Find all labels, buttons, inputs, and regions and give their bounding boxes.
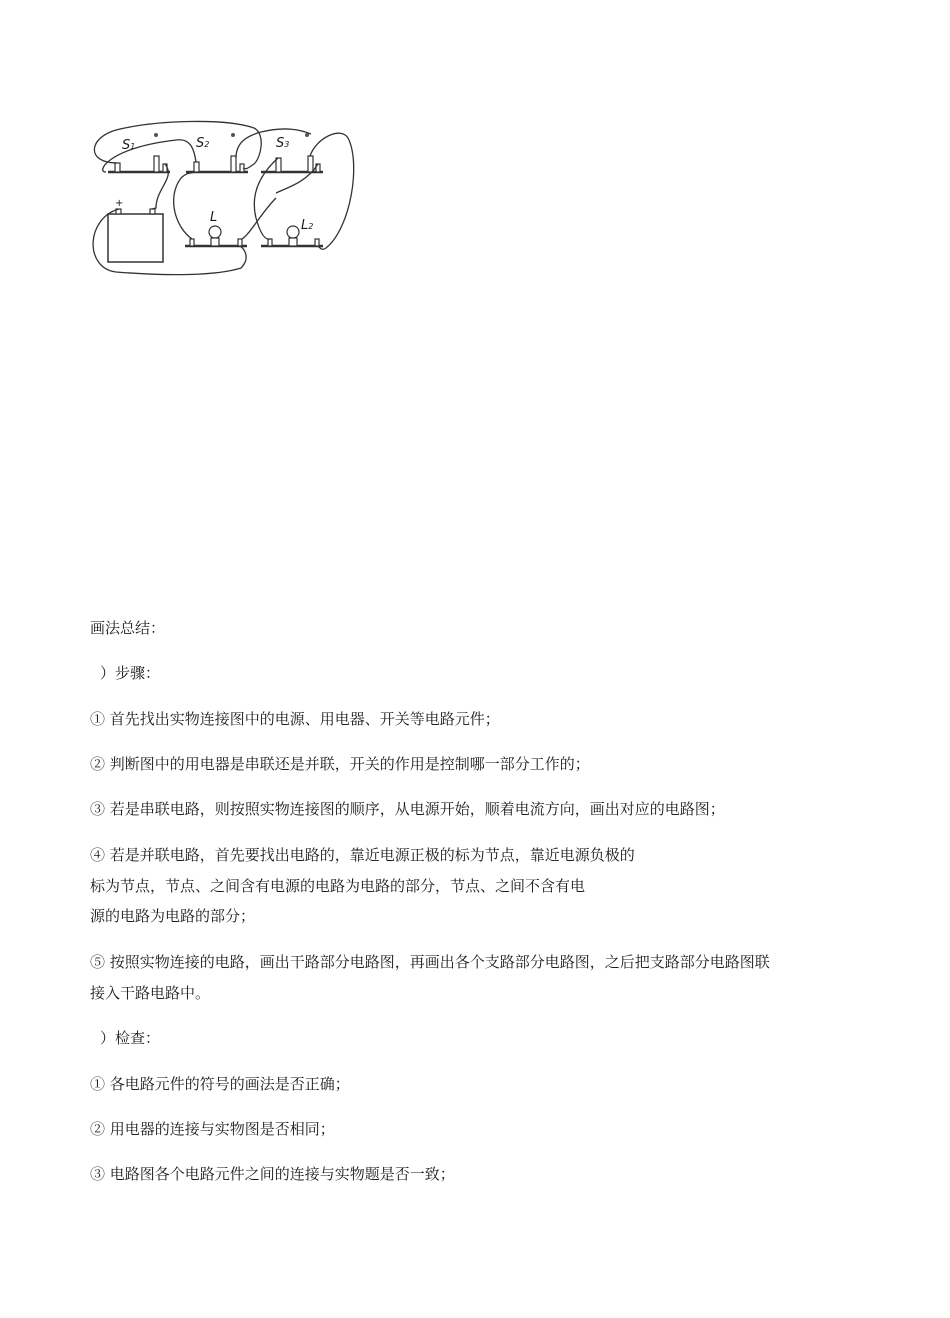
check-3: ③ 电路图各个电路元件之间的连接与实物题是否一致；	[90, 1165, 455, 1183]
step-3: ③ 若是串联电路，则按照实物连接图的顺序，从电源开始，顺着电流方向，画出对应的电路图；	[90, 800, 725, 818]
check-2: ② 用电器的连接与实物图是否相同；	[90, 1120, 335, 1138]
switch-s1	[108, 156, 170, 172]
step-4-line-3: 源的电路为电路的部分；	[90, 907, 256, 925]
step-4-line-1: ④ 若是并联电路，首先要找出电路的，靠近电源正极的标为节点，靠近电源负极的	[90, 846, 635, 864]
check-heading: ）检查：	[100, 1029, 161, 1047]
label-s1: S1	[122, 138, 136, 153]
step-5-line-1: ⑤ 按照实物连接的电路，画出干路部分电路图，再画出各个支路部分电路图，之后把支路部分电路图联	[90, 953, 770, 971]
label-l2: L2	[301, 218, 314, 233]
lamp-l1	[185, 226, 247, 246]
step-2: ② 判断图中的用电器是串联还是并联，开关的作用是控制哪一部分工作的；	[90, 755, 590, 773]
lamp-l2	[261, 226, 323, 246]
step-4-line-2: 标为节点，节点、之间含有电源的电路为电路的部分，节点、之间不含有电	[90, 877, 586, 895]
check-1: ① 各电路元件的符号的画法是否正确；	[90, 1075, 350, 1093]
label-battery-plus: +	[115, 198, 124, 209]
label-l1: L	[210, 210, 218, 225]
step-1: ① 首先找出实物连接图中的电源、用电器、开关等电路元件；	[90, 710, 500, 728]
summary-heading: 画法总结：	[90, 619, 166, 637]
label-s2: S2	[196, 136, 210, 151]
battery	[108, 209, 163, 262]
circuit-diagram	[86, 118, 366, 288]
step-5-line-2: 接入干路电路中。	[90, 984, 211, 1002]
label-s3: S3	[276, 136, 290, 151]
steps-heading: ）步骤：	[100, 664, 161, 682]
